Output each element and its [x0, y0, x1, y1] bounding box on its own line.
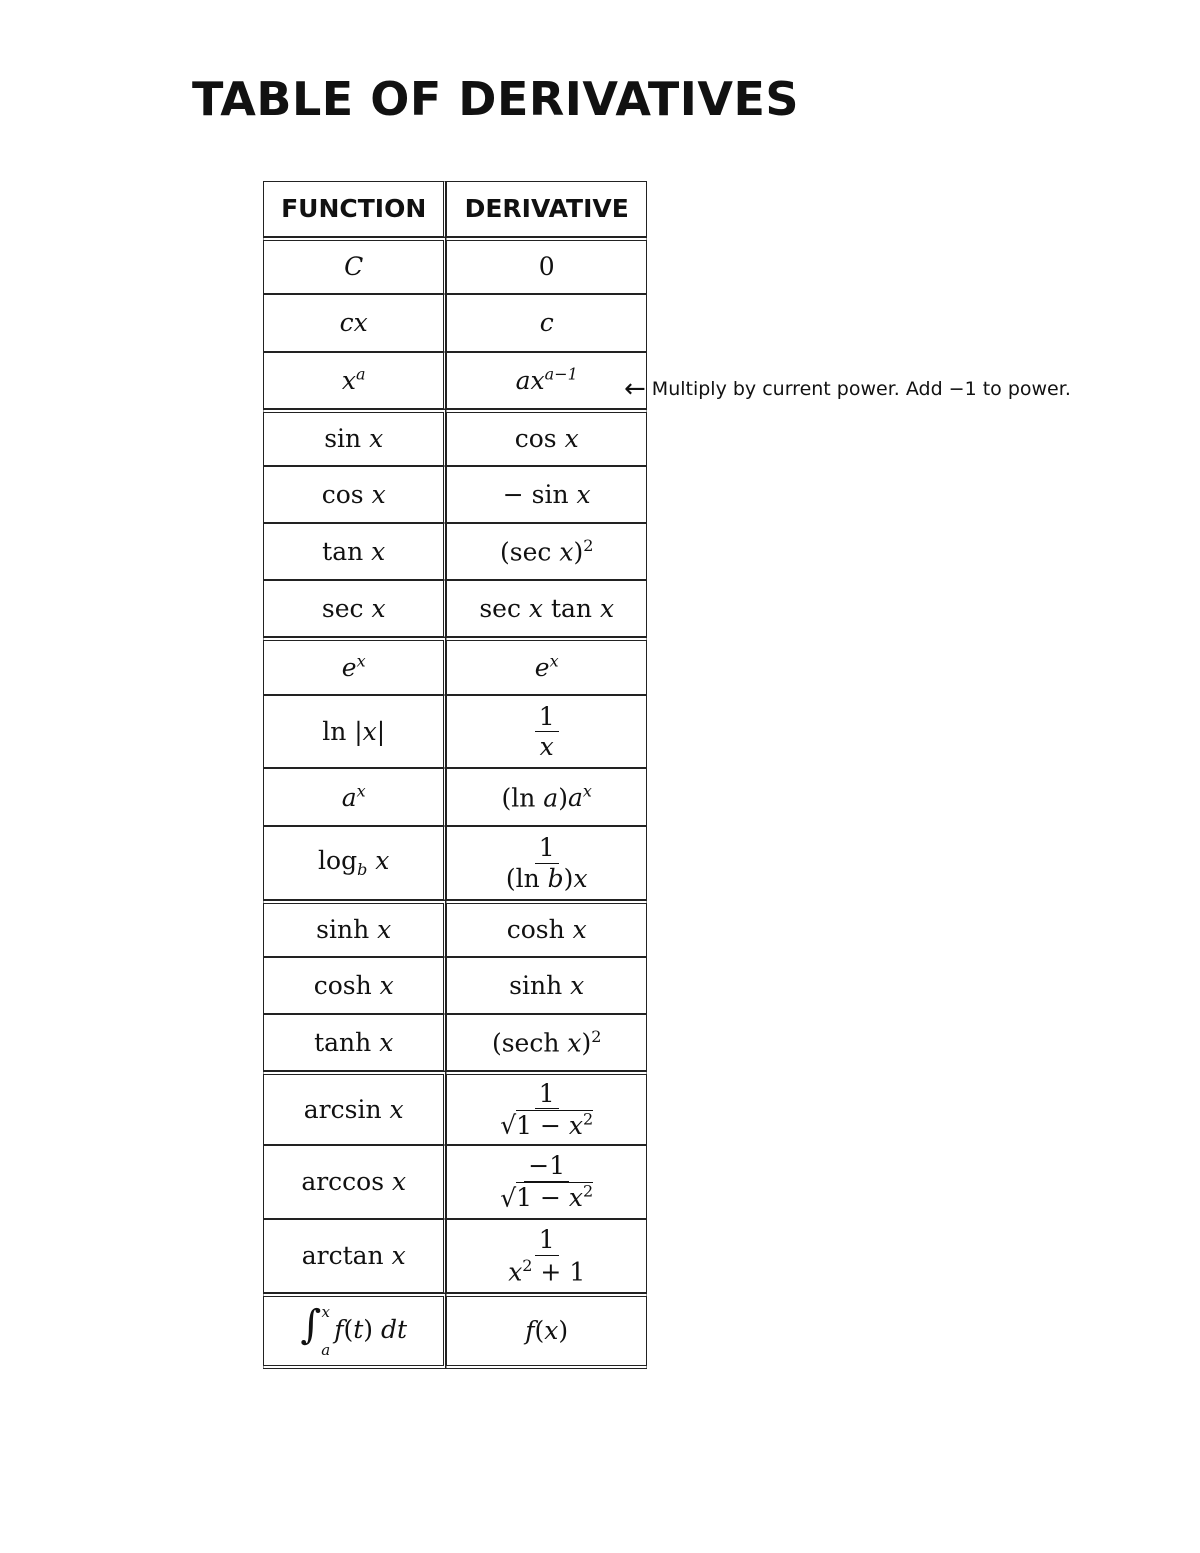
derivative-cell: f(x) [446, 1293, 647, 1369]
function-cell: $a^x$ [263, 768, 446, 826]
derivative-cell: (sec x)$^2$ [446, 523, 647, 580]
power-rule-note [624, 374, 1071, 404]
function-header: FUNCTION [263, 181, 446, 237]
table-row [263, 826, 647, 900]
page-title: TABLE OF DERIVATIVES [192, 72, 800, 126]
function-cell: arcsin x [263, 1071, 446, 1145]
table-row [263, 957, 647, 1014]
derivative-cell: $ax^{a-1}$ [446, 352, 647, 409]
table-header-row [263, 181, 647, 237]
derivative-cell: (sech x)$^2$ [446, 1014, 647, 1071]
derivative-cell: (ln $a)a^x$ [446, 768, 647, 826]
derivative-cell: sec x tan x [446, 580, 647, 637]
derivative-header: DERIVATIVE [446, 181, 647, 237]
table-row [263, 237, 647, 294]
table-row [263, 1071, 647, 1145]
derivative-cell: c [446, 294, 647, 352]
table-row [263, 1293, 647, 1369]
table-row [263, 1145, 647, 1219]
derivative-cell: $\frac{1}{√1 - x^2}$ [446, 1071, 647, 1145]
table-row [263, 409, 647, 466]
derivative-cell: cosh x [446, 900, 647, 957]
function-cell: cos x [263, 466, 446, 523]
table-row [263, 637, 647, 695]
function-cell: sinh x [263, 900, 446, 957]
derivative-cell: $\frac{-1}{√1 - x^2}$ [446, 1145, 647, 1219]
derivative-cell: 0 [446, 237, 647, 294]
table-row [263, 352, 647, 409]
left-arrow-icon: ← [624, 374, 646, 404]
derivatives-table [263, 181, 647, 1369]
note-text: Multiply by current power. Add −1 to power. [651, 378, 1071, 400]
derivative-cell: $e^x$ [446, 637, 647, 695]
table-row [263, 1014, 647, 1071]
function-cell: sec x [263, 580, 446, 637]
function-cell: tanh x [263, 1014, 446, 1071]
function-cell: ln |x| [263, 695, 446, 768]
function-cell: $\log_b x$ [263, 826, 446, 900]
function-cell: cosh x [263, 957, 446, 1014]
derivative-cell: cos x [446, 409, 647, 466]
function-cell: tan x [263, 523, 446, 580]
function-cell: $x^a$ [263, 352, 446, 409]
function-cell: arctan x [263, 1219, 446, 1293]
derivative-cell: sinh x [446, 957, 647, 1014]
function-cell: $e^x$ [263, 637, 446, 695]
function-cell: ∫ x a f(t) dt [263, 1293, 446, 1369]
table-row [263, 1219, 647, 1293]
table-row [263, 580, 647, 637]
derivative-cell: $\frac{1}{x}$ [446, 695, 647, 768]
table-row [263, 695, 647, 768]
function-cell: sin x [263, 409, 446, 466]
derivative-cell: $\frac{1}{\text{(ln b)x}}$ [446, 826, 647, 900]
function-cell: C [263, 237, 446, 294]
derivative-cell: $\frac{1}{x^2 + 1}$ [446, 1219, 647, 1293]
function-cell: arccos x [263, 1145, 446, 1219]
derivative-cell: − sin x [446, 466, 647, 523]
table-row [263, 294, 647, 352]
function-cell: cx [263, 294, 446, 352]
table-row [263, 900, 647, 957]
table-row [263, 466, 647, 523]
table-row [263, 523, 647, 580]
table-row [263, 768, 647, 826]
